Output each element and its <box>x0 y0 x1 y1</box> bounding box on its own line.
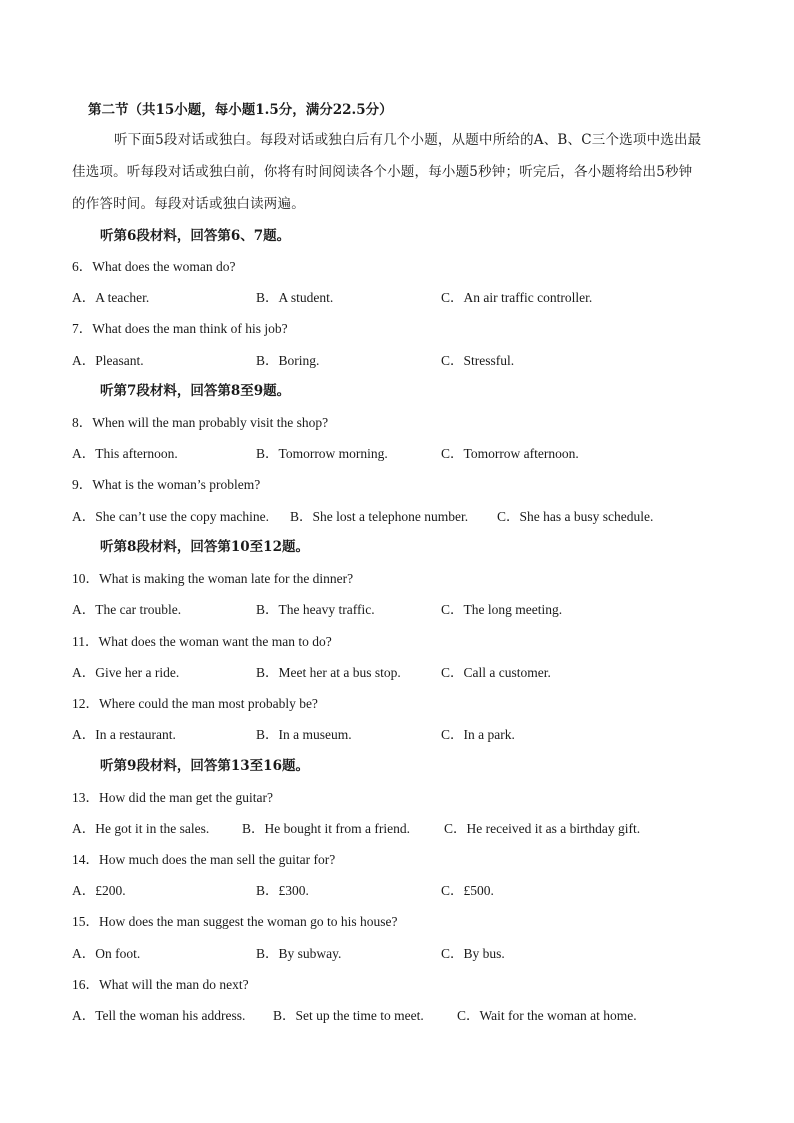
option-text: Boring. <box>278 353 320 368</box>
option-letter: C． <box>497 509 520 524</box>
option-c[interactable] <box>441 445 579 463</box>
option-a[interactable] <box>72 445 178 463</box>
option-text: She has a busy schedule. <box>519 509 654 524</box>
option-b[interactable] <box>256 882 309 900</box>
option-text: A teacher. <box>95 290 150 305</box>
option-a[interactable] <box>72 882 126 900</box>
option-letter: B． <box>256 727 279 742</box>
option-b[interactable] <box>256 601 375 619</box>
question-stem: 9．What is the woman’s problem? <box>72 477 261 492</box>
option-text: Tomorrow afternoon. <box>463 446 579 461</box>
question-stem: 6．What does the woman do? <box>72 259 236 274</box>
instructions-line-2: 佳选项。听每段对话或独白前，你将有时间阅读各个小题，每小题5秒钟；听完后，各小题将给出5秒钟 <box>72 164 693 180</box>
option-b[interactable] <box>290 508 468 526</box>
option-b[interactable] <box>242 820 410 838</box>
option-c[interactable] <box>441 726 515 744</box>
option-text: The car trouble. <box>95 602 182 617</box>
instructions-line-1: 听下面5段对话或独白。每段对话或独白后有几个小题，从题中所给的A、B、C三个选项中选出最 <box>114 132 702 148</box>
option-text: Tomorrow morning. <box>278 446 388 461</box>
option-b[interactable] <box>256 664 401 682</box>
question-stem: 15．How does the man suggest the woman go to his house? <box>72 914 398 929</box>
option-c[interactable] <box>441 601 562 619</box>
option-text: By bus. <box>463 946 505 961</box>
option-a[interactable] <box>72 945 140 963</box>
option-a[interactable] <box>72 289 149 307</box>
option-letter: B． <box>256 602 279 617</box>
option-letter: B． <box>256 353 279 368</box>
option-letter: C． <box>441 290 464 305</box>
option-letter: B． <box>273 1008 296 1023</box>
option-letter: A． <box>72 821 96 836</box>
option-text: £300. <box>278 883 309 898</box>
option-text: £500. <box>463 883 494 898</box>
option-letter: A． <box>72 446 96 461</box>
option-c[interactable] <box>444 820 640 838</box>
option-text: £200. <box>95 883 126 898</box>
option-c[interactable] <box>441 945 505 963</box>
question-stem: 8．When will the man probably visit the shop? <box>72 415 329 430</box>
question-stem: 7．What does the man think of his job? <box>72 321 288 336</box>
option-text: Give her a ride. <box>95 665 180 680</box>
option-text: Pleasant. <box>95 353 144 368</box>
option-text: In a museum. <box>278 727 352 742</box>
option-b[interactable] <box>256 726 352 744</box>
option-text: In a restaurant. <box>95 727 176 742</box>
option-letter: A． <box>72 946 96 961</box>
option-b[interactable] <box>256 352 319 370</box>
option-letter: C． <box>441 665 464 680</box>
question-stem: 14．How much does the man sell the guitar for? <box>72 852 336 867</box>
option-a[interactable] <box>72 352 144 370</box>
option-c[interactable] <box>457 1007 637 1025</box>
option-text: He received it as a birthday gift. <box>466 821 641 836</box>
option-letter: A． <box>72 290 96 305</box>
option-text: Set up the time to meet. <box>295 1008 424 1023</box>
option-b[interactable] <box>256 289 333 307</box>
option-letter: C． <box>441 946 464 961</box>
option-letter: C． <box>441 602 464 617</box>
option-letter: A． <box>72 353 96 368</box>
question-stem: 16．What will the man do next? <box>72 977 249 992</box>
option-c[interactable] <box>441 289 592 307</box>
option-letter: A． <box>72 883 96 898</box>
option-a[interactable] <box>72 508 269 526</box>
option-letter: A． <box>72 665 96 680</box>
option-b[interactable] <box>256 945 341 963</box>
option-a[interactable] <box>72 601 181 619</box>
option-text: He got it in the sales. <box>95 821 210 836</box>
option-text: On foot. <box>95 946 141 961</box>
option-a[interactable] <box>72 820 209 838</box>
option-text: Meet her at a bus stop. <box>278 665 401 680</box>
question-stem: 10．What is making the woman late for the dinner? <box>72 571 354 586</box>
option-letter: A． <box>72 509 96 524</box>
option-c[interactable] <box>441 664 551 682</box>
option-b[interactable] <box>273 1007 424 1025</box>
option-letter: A． <box>72 602 96 617</box>
option-text: This afternoon. <box>95 446 178 461</box>
group-heading: 听第9段材料，回答第13至16题。 <box>100 758 309 774</box>
option-c[interactable] <box>441 882 494 900</box>
question-stem: 11．What does the woman want the man to do? <box>72 634 332 649</box>
option-letter: C． <box>441 727 464 742</box>
option-text: By subway. <box>278 946 342 961</box>
option-a[interactable] <box>72 664 179 682</box>
group-heading: 听第6段材料，回答第6、7题。 <box>100 228 291 244</box>
question-stem: 13．How did the man get the guitar? <box>72 790 273 805</box>
option-text: Call a customer. <box>463 665 551 680</box>
option-text: Stressful. <box>463 353 515 368</box>
option-text: In a park. <box>463 727 515 742</box>
option-c[interactable] <box>441 352 514 370</box>
option-letter: A． <box>72 1008 96 1023</box>
option-letter: C． <box>457 1008 480 1023</box>
option-letter: B． <box>256 883 279 898</box>
option-c[interactable] <box>497 508 653 526</box>
option-text: The long meeting. <box>463 602 563 617</box>
option-letter: A． <box>72 727 96 742</box>
option-a[interactable] <box>72 726 176 744</box>
option-letter: B． <box>256 946 279 961</box>
option-text: She lost a telephone number. <box>312 509 469 524</box>
option-text: She can’t use the copy machine. <box>95 509 269 524</box>
option-text: An air traffic controller. <box>463 290 593 305</box>
option-letter: C． <box>441 883 464 898</box>
option-text: The heavy traffic. <box>278 602 375 617</box>
option-letter: B． <box>242 821 265 836</box>
group-heading: 听第7段材料，回答第8至9题。 <box>100 383 291 399</box>
question-stem: 12．Where could the man most probably be? <box>72 696 318 711</box>
section-title: 第二节（共15小题，每小题1.5分，满分22.5分） <box>88 102 393 118</box>
option-text: Wait for the woman at home. <box>479 1008 637 1023</box>
group-heading: 听第8段材料，回答第10至12题。 <box>100 539 309 555</box>
option-letter: B． <box>256 665 279 680</box>
option-letter: C． <box>444 821 467 836</box>
instructions-line-3: 的作答时间。每段对话或独白读两遍。 <box>72 196 305 212</box>
option-letter: B． <box>290 509 313 524</box>
option-letter: B． <box>256 290 279 305</box>
option-letter: B． <box>256 446 279 461</box>
option-letter: C． <box>441 353 464 368</box>
option-a[interactable] <box>72 1007 245 1025</box>
option-text: He bought it from a friend. <box>264 821 410 836</box>
option-text: Tell the woman his address. <box>95 1008 246 1023</box>
option-letter: C． <box>441 446 464 461</box>
option-b[interactable] <box>256 445 388 463</box>
option-text: A student. <box>278 290 334 305</box>
